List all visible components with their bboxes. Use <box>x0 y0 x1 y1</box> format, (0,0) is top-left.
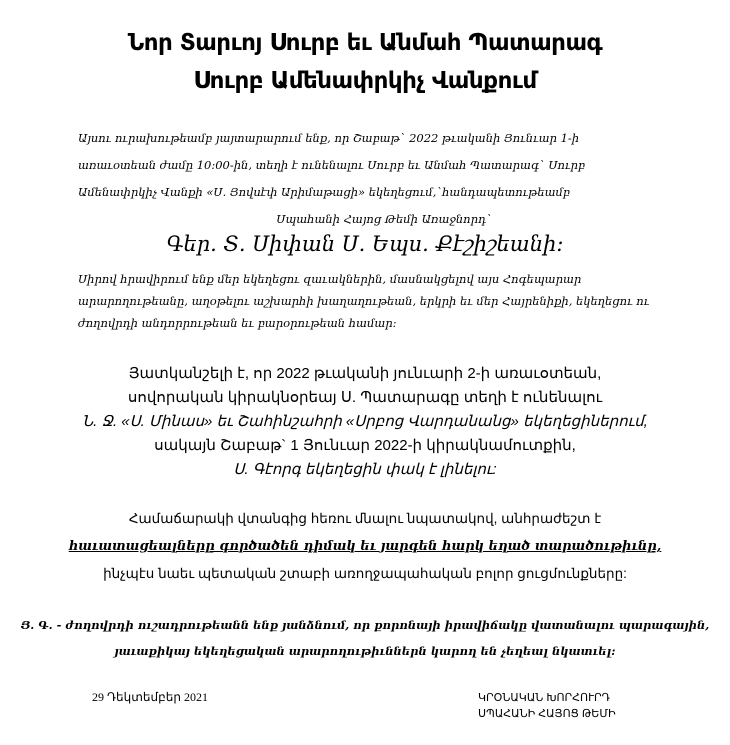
footnote-line: յաւաքիկայ եկեղեցական արարողութիւններն կարող են չեղեալ նկատւել: <box>114 644 616 658</box>
footnote-line: Յ. Գ. - ժողովրդի ուշադրութեանն ենք յանձնում, որ քորոնայի իրավիճակը վատանալու պարագային, <box>20 618 710 632</box>
document-date: 29 Դեկտեմբեր 2021 <box>92 690 208 704</box>
safety-emphasis-line: հաւատացեալները գործածեն դիմակ եւ յարգեն հարկ եղած տարածութիւնը, <box>68 539 662 554</box>
notice-block <box>0 362 730 482</box>
notice-line: Յատկանշելի է, որ 2022 թւականի յունւարի 2-ի առաւօտեան, <box>128 365 602 382</box>
notice-line: սովորական կիրակնօրեայ Ս. Պատարագը տեղի է ունենալու <box>127 389 603 406</box>
announcement-line: Այսու ուրախութեամբ յայտարարում ենք, որ Շաբաթ` 2022 թւականի Յունւար 1-ի <box>78 131 580 145</box>
celebrant-name: Գեր. Տ. Սիփան Ս. Եպս. Քէշիշեանի: <box>166 232 564 256</box>
invitation-paragraph <box>78 268 690 334</box>
page-subtitle: Սուրբ Ամենափրկիչ Վանքում <box>193 68 537 94</box>
page-title: Նոր Տարւոյ Սուրբ եւ Անմահ Պատարագ <box>127 30 603 56</box>
signature-line: ՍՊԱՀԱՆԻ ՀԱՅՈՑ ԹԵՄԻ <box>478 708 616 720</box>
announcement-line: Ամենափրկիչ Վանքի «Ս. Յովսէփ Արիմաթացի» եկեղեցում,`հանդապետութեամբ <box>78 185 571 199</box>
safety-block <box>0 505 730 587</box>
notice-closed-line: Ս. Գէորգ եկեղեցին փակ է լինելու: <box>233 461 497 478</box>
invitation-line: ժողովրդի անդորրութեան եւ բարօրութեան համար: <box>78 316 397 330</box>
safety-line: Համաճարակի վտանգից հեռու մնալու նպատակով, անհրաժեշտ է <box>128 511 602 526</box>
signature-line: ԿՐՕՆԱԿԱՆ ԽՈՐՀՈՒՐԴ <box>478 692 610 704</box>
announcement-paragraph <box>78 125 690 233</box>
safety-line: ինչպէս նաեւ պետական շտաբի առողջապահական բոլոր ցուցմունքները: <box>103 566 627 581</box>
invitation-line: արարողութեանը, աղօթելու աշխարհի խաղաղութեան, երկրի եւ մեր Հայրենիքի, եկեղեցու ու <box>78 294 650 308</box>
footnote-block <box>0 612 730 664</box>
invitation-line: Սիրով հրավիրում ենք մեր եկեղեցու զաւակներին, մասնակցելով այս Հոգեպարար <box>78 272 582 286</box>
announcement-line: առաւօտեան ժամը 10:00-ին, տեղի է ունենալու Սուրբ եւ Անմահ Պատարագ` Սուրբ <box>78 158 586 172</box>
notice-line: սակայն Շաբաթ` 1 Յունւար 2022-ի կիրակնամուտքին, <box>154 437 576 454</box>
notice-churches-line: Ն. Ջ. «Ս. Մինաս» եւ Շահինշահրի «Սրբոց Վարդանանց» եկեղեցիներում, <box>82 413 648 430</box>
announcement-center-line: Սպահանի Հայոց Թեմի Առաջնորդ` <box>276 212 492 226</box>
signature-block <box>478 690 616 722</box>
